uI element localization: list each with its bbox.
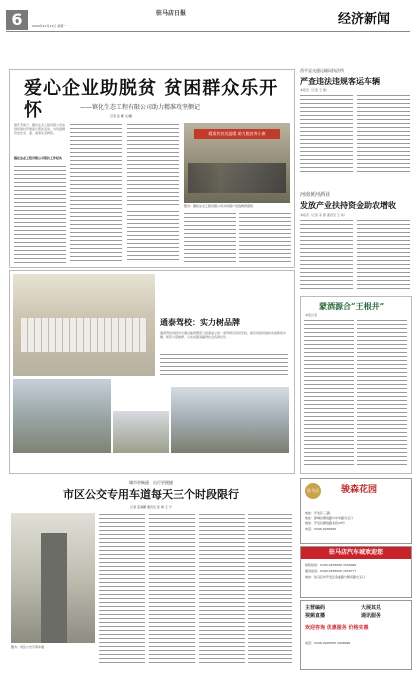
lead-story [9, 69, 295, 268]
right-story3 [300, 296, 412, 474]
bottom-col3 [199, 513, 245, 663]
ad3-phone: 电话：0396-2908888 2908999 [305, 641, 351, 645]
ad1-line1: 地址：开发区·三路 [305, 511, 330, 515]
right-body-3a [304, 319, 354, 467]
ad3-right-title: 大展其兑 [361, 605, 382, 611]
lead-title: 爱心企业助脱贫 贫困群众乐开怀 [24, 78, 279, 121]
right-byline-3: 本报记者 [305, 313, 318, 317]
lead-byline: 记者 张 静 文/摄 [110, 114, 132, 118]
right-body-2b [357, 219, 410, 291]
essay-intro: 通泰驾校是经市交通运输管理部门批准成立的一类驾驶员培训学校，拥有训练场地和各类教练车辆，师资力量雄厚，以优质服务赢得社会各界好评。 [160, 331, 287, 339]
essay-photo-left [13, 379, 111, 453]
lead-col1-intro: 国庆节前夕，镇化生态工程有限公司来到贫困村开展爱心帮扶活动，为贫困群众送去米、面、油等生活物资。 [14, 123, 66, 135]
bottom-kicker: 城市更畅通 出行更便捷 [129, 480, 173, 485]
essay-title: 通泰驾校：实力树品牌 [160, 317, 240, 327]
masthead-logo: 驻马店日报 [156, 10, 187, 17]
bottom-title: 市区公交专用车道每天三个时段限行 [63, 488, 239, 501]
right-title-1: 严查违法违规客运车辆 [300, 76, 380, 86]
right-kicker-2: 河南黄河酒业 [300, 192, 331, 198]
ad3-left-title: 主营编码 [305, 605, 326, 611]
essay-text [160, 353, 288, 377]
lead-col5-body [239, 212, 291, 263]
bottom-story [9, 480, 293, 671]
photo-banner: 精准扶贫送温暖 助力脱贫奔小康 [194, 129, 280, 139]
right-body-3b [357, 319, 407, 467]
lead-col2-body [70, 123, 122, 263]
ad1-line2: 地址：驿城区解放路与中华路交叉口 [305, 516, 354, 520]
essay-photo-right [171, 387, 289, 453]
essay-vehicles [21, 318, 147, 352]
essay-photo-top [13, 274, 155, 376]
essay-photo-mid [113, 411, 169, 453]
ad1-brand: 骏森花园 [341, 485, 378, 495]
date-line: 2009年10月12日 星期一 [32, 24, 67, 28]
ad3-right-title2: 通讯服务 [361, 613, 382, 619]
page-number: 6 [6, 10, 28, 30]
ad-3 [300, 600, 412, 670]
ad2-banner: 驻马店汽车城欢迎您 [301, 547, 411, 559]
ad2-line-1: 服务热线：0396-2858666 2858777 [305, 569, 357, 573]
ad2-line-0: 销售热线：0396-2858888 2858999 [305, 563, 357, 567]
ad1-line3: 地址：开发区解放路北段28号 [305, 521, 345, 525]
ad-2 [300, 546, 412, 598]
lead-photo [184, 123, 290, 203]
lead-col3-body [127, 123, 179, 207]
ad3-slogan: 欢迎咨询 优惠服务 价格实惠 [305, 625, 369, 631]
right-byline-2: 本报讯（记者 李 霞 通讯员 王 伟） [300, 213, 347, 217]
bottom-photo [11, 513, 95, 643]
bottom-col2 [149, 513, 195, 663]
photo-essay [9, 270, 295, 474]
photo-crowd [188, 163, 286, 193]
lead-photo-caption: 图为：镇化生态工程有限公司为贫困户发放物资现场 [184, 204, 254, 208]
lead-col3b-body [127, 210, 179, 263]
ad2-line-2: 地址：驻马店市开发区金雀路与顺河路交叉口 [305, 575, 366, 579]
ad3-left-title2: 视频直播 [305, 613, 326, 619]
bottom-col1 [99, 513, 145, 663]
right-kicker-1: 西平县交通运输局执法所 [300, 68, 344, 73]
right-body-1b [357, 94, 410, 174]
right-body-1 [300, 94, 353, 174]
right-byline-1: 本报讯（记者 王 春） [300, 88, 329, 92]
ad1-logo: 驻马店 [305, 483, 321, 499]
right-title-2: 发放产业扶持资金助农增收 [300, 200, 396, 210]
bottom-photo-road [41, 533, 67, 643]
right-column [300, 34, 410, 674]
header-rule [6, 31, 410, 32]
bottom-col4 [248, 513, 292, 663]
bottom-photo-caption: 图为：市区公交专用车道 [11, 645, 45, 649]
page-header [6, 6, 410, 32]
lead-col4-body [184, 212, 236, 263]
right-body-2 [300, 219, 353, 291]
ad-1 [300, 478, 412, 544]
masthead-title: 经济新闻 [338, 12, 391, 27]
right-title-3: 蒙酒源合“王根井” [319, 301, 385, 311]
lead-subtitle: ——镇化生态工程有限公司助力精准攻坚侧记 [80, 104, 201, 111]
lead-section-heading: 镇化生态工程有限公司帮扶工作纪实 [14, 156, 63, 160]
lead-col1-body [14, 165, 66, 263]
bottom-byline: 记者 张海鹏 通讯员 张 梅 王 宁 [130, 505, 172, 509]
ad1-phone: 电话：0396-2958888 [305, 527, 337, 531]
